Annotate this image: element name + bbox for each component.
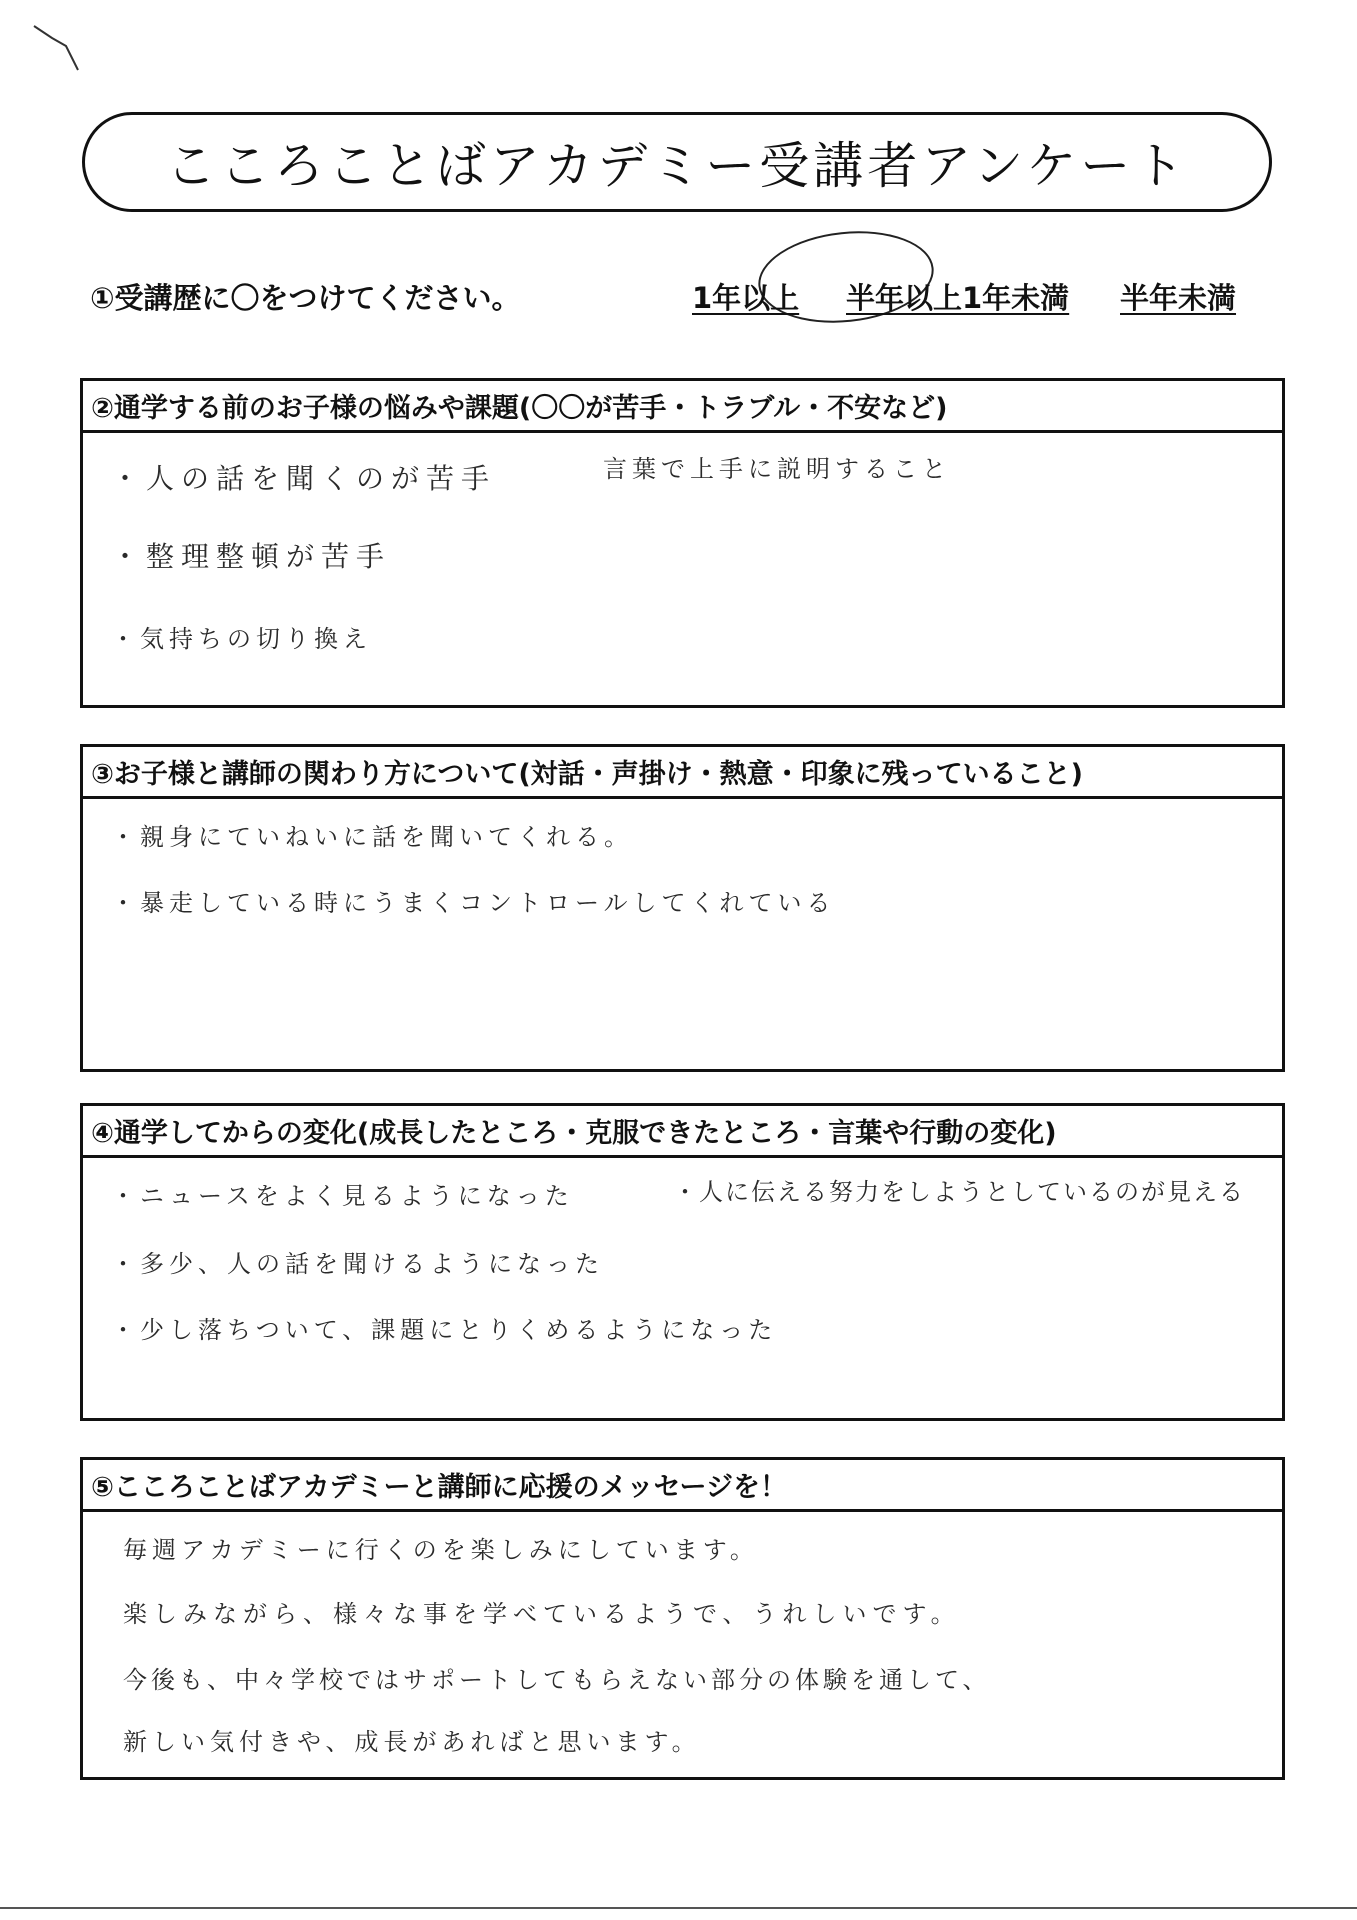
handwritten-answer: ・多少、人の話を聞けるようになった [111,1250,604,1278]
option-under-half-year: 半年未満 [1120,281,1237,315]
answer-area [83,799,1282,1069]
bottom-rule [0,1907,1357,1909]
question-1-label: ①受講歴に〇をつけてください。 [90,281,521,315]
handwritten-answer: 楽しみながら、様々な事を学べているようで、うれしいです。 [123,1600,961,1628]
section-concerns [80,378,1285,708]
handwritten-answer: 毎週アカデミーに行くのを楽しみにしています。 [123,1536,759,1564]
handwritten-answer: ・親身にていねいに話を聞いてくれる。 [111,823,633,851]
handwritten-answer: 新しい気付きや、成長があればと思います。 [123,1728,701,1756]
page-title: こころことばアカデミー受講者アンケート [165,137,1189,195]
section-heading: ③お子様と講師の関わり方について(対話・声掛け・熱意・印象に残っていること) [83,747,1282,799]
handwritten-answer: ・整理整頓が苦手 [111,540,392,573]
handwritten-answer: ・暴走している時にうまくコントロールしてくれている [111,889,836,917]
answer-area [83,433,1282,705]
handwritten-answer: ・人に伝える努力をしようとしているのが見える [673,1178,1245,1206]
handwritten-answer: ・少し落ちついて、課題にとりくめるようになった [111,1316,778,1344]
stray-pen-mark [30,20,90,80]
answer-area [83,1158,1282,1418]
handwritten-answer: ・気持ちの切り換え [111,625,372,653]
option-half-to-1-year: 半年以上1年未満 [846,281,1070,315]
handwritten-answer: 今後も、中々学校ではサポートしてもらえない部分の体験を通して、 [123,1666,991,1694]
question-1-row [90,270,1270,314]
answer-area [83,1512,1282,1777]
handwritten-answer: ・ニュースをよく見るようになった [111,1182,574,1210]
option-1-year-plus: 1年以上 [692,281,800,315]
section-heading: ④通学してからの変化(成長したところ・克服できたところ・言葉や行動の変化) [83,1106,1282,1158]
handwritten-answer: 言葉で上手に説明すること [603,455,951,483]
handwritten-answer: ・人の話を聞くのが苦手 [111,462,497,495]
section-instructor-relations [80,744,1285,1072]
section-heading: ②通学する前のお子様の悩みや課題(〇〇が苦手・トラブル・不安など) [83,381,1282,433]
title-banner [82,112,1272,212]
section-messages [80,1457,1285,1780]
section-changes [80,1103,1285,1421]
section-heading: ⑤こころことばアカデミーと講師に応援のメッセージを！ [83,1460,1282,1512]
